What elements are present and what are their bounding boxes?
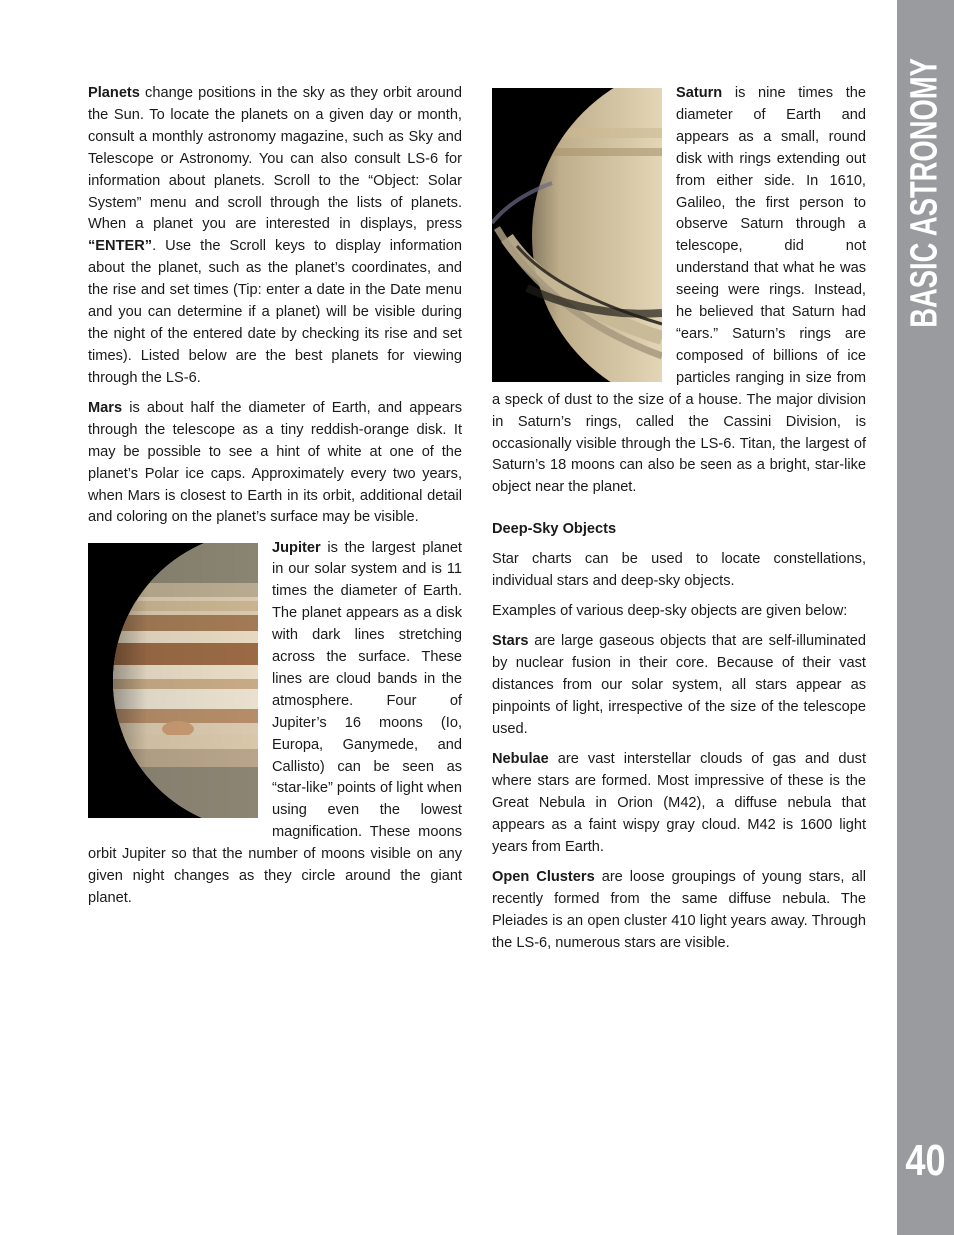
saturn-image [492,88,662,382]
examples-paragraph: Examples of various deep-sky objects are given below: [492,603,848,620]
right-column [492,83,866,963]
saturn-text: is nine times the diameter of Earth and appears as a small, round disk with rings extending out from either side. In 1610, Galileo, the first person to observe Saturn through a telescope, did not understand that what he was seeing were rings. Instead, he believed that Saturn had “ears.” Saturn’s rings are composed of billions of ice particles ranging in size from a speck of dust to the size of a house. The major division in Saturn’s rings, called the Cassini Division, is occasionally visible through the LS-6. Titan, the largest of Saturn’s 18 moons can also be seen as a bright, star-like object near the planet. [492,85,866,496]
saturn-lead: Saturn [676,85,723,101]
planets-text-2: . Use the Scroll keys to display information about the planet, such as the planet’s coordinates, and the rise and set times (Tip: enter a date in the Date menu and you can determine if a planet) will be visible during the night of the entered date by checking its rise and set times). Listed below are the best planets for viewing through the LS-6. [88,238,462,386]
open-clusters-paragraph [492,867,866,955]
nebulae-lead: Nebulae [492,751,549,768]
mars-paragraph [88,398,462,529]
star-charts-paragraph: Star charts can be used to locate constellations, individual stars and deep-sky objects. [492,551,866,590]
enter-key: “ENTER” [88,238,153,255]
section-title [904,6,947,380]
planets-lead: Planets [88,85,140,101]
left-column [88,83,462,918]
mars-lead: Mars [88,399,123,416]
jupiter-image [88,543,258,818]
page-number-text: 40 [905,1136,946,1185]
planets-text: change positions in the sky as they orbit around the Sun. To locate the planets on a given day or month, consult a monthly astronomy magazine, such as Sky and Telescope or Astronomy. You can also consult LS-6 for information about planets. Scroll to the “Object: Solar System” menu and scroll through the lists of planets. When a planet you are interested in displays, press [88,85,462,233]
page-number [897,1136,954,1186]
planets-paragraph [88,83,462,390]
stars-lead: Stars [492,633,529,650]
stars-paragraph [492,631,866,741]
open-clusters-lead: Open Clusters [492,868,595,885]
mars-text: is about half the diameter of Earth, and appears through the telescope as a tiny reddish-orange disk. It may be possible to see a hint of white at one of the planet’s Polar ice caps. Approximately every two years, when Mars is closest to Earth in its orbit, additional detail and coloring on the planet’s surface may be visible. [88,399,462,526]
jupiter-text: is the largest planet in our solar system and is 11 times the diameter of Earth. The planet appears as a disk with dark lines stretching across the surface. These lines are cloud bands in the atmosphere. Four of Jupiter’s 16 moons (Io, Europa, Ganymede, and Callisto) can be seen as “star-like” points of light when using even the lowest magnification. These moons orbit Jupiter so that the number of moons visible on any given night changes as they circle around the giant planet. [88,539,462,906]
stars-text: are large gaseous objects that are self-illuminated by nuclear fusion in their core. Because of their vast distances from our solar system, all stars appear as pinpoints of light, irrespective of the size of the telescope used. [492,633,866,738]
nebulae-text: are vast interstellar clouds of gas and dust where stars are formed. Most impressive of these is the Great Nebula in Orion (M42), a diffuse nebula that appears as a faint wispy gray cloud. M42 is 1600 light years from Earth. [492,751,866,855]
jupiter-lead: Jupiter [272,539,321,556]
deep-sky-heading: Deep-Sky Objects [492,521,617,538]
open-clusters-text: are loose groupings of young stars, all recently formed from the same diffuse nebula. The Pleiades is an open cluster 410 light years away. Through the LS-6, numerous stars are visible. [492,868,866,951]
section-title-text: BASIC ASTRONOMY [903,58,946,328]
section-sidebar [897,0,954,1235]
nebulae-paragraph [492,749,866,859]
